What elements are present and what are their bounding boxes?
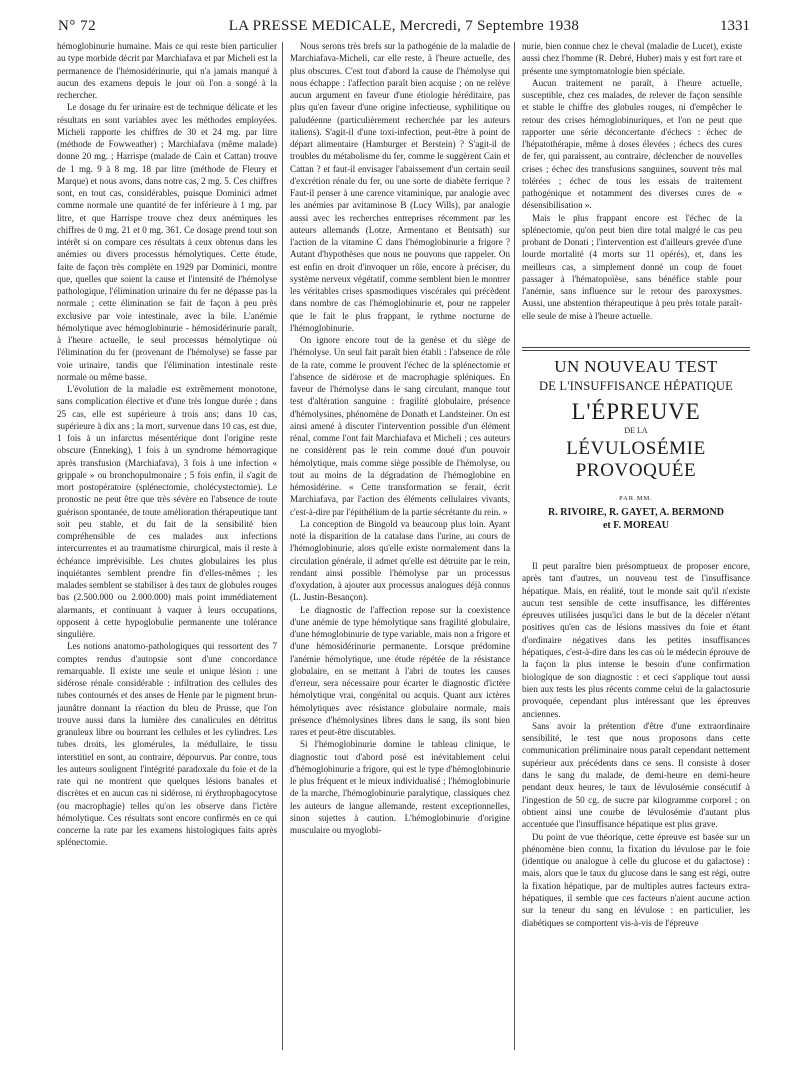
paragraph: Si l'hémoglobinurie domine le tableau clinique, le diagnostic tout d'abord posé est inévitablement celui d'hémoglobinurie a frigore, qui est le type d'hémoglobinurie le plus fréquent et le mieux individualisé ; l'hémoglobinurie de la marche, l'hémoglobinurie paralytique, classiques chez les auteurs de langue allemande, restent exceptionnelles, sinon sujettes à caution. L'hémoglobinurie d'origine musculaire ou myoglobi- [290, 739, 510, 835]
paragraph: Mais le plus frappant encore est l'échec de la splénectomie, qu'on peut bien dire total malgré le cas peu probant de Donati ; l'intervention est d'ailleurs grevée d'une lourde mortalité (4 morts sur 11 opérés), et, dans les meilleurs cas, a simplement donné un coup de fouet passager à l'hématopoïèse, sans bénéfice stable pour l'anémie, sans influence sur le retour des paroxysmes. Aussi, une abstention thérapeutique à peu près totale paraît-elle seule de mise à l'heure actuelle. [522, 212, 742, 321]
paragraph: L'évolution de la maladie est extrêmement monotone, sans complication élective et d'une très longue durée ; dans 25 cas, elle est supérieure à trois ans; dans 10 cas, supérieure à dix ans ; la mort, survenue dans 10 cas, est due, 1 fois à un infarctus mésentérique dont l'origine reste obscure (Enneking), 1 fois à un syndrome hémorragique après transfusion (Marchiafava), 3 fois à une infection « grippale » ou bronchopulmonaire ; 5 fois enfin, il s'agit de mort postopératoire (splénectomie, cholécystectomie). Le pronostic ne peut être que très sévère en l'absence de toute guérison spontanée, de toute amélioration thérapeutique tant soit peu stable, et du fait de la sensibilité bien compréhensible de ces malades aux infections intercurrentes et au traumatisme chirurgical, mais il reste à échéance imprévisible. Les chutes globulaires les plus inquiétantes semblent prendre fin d'elles-mêmes ; les malades semblent se stabiliser à des taux de globules rouges bas (2.500.000 ou 2.000.000) mais point immédiatement alarmants, et continuant à vaquer à leurs occupations, opposent à cette hypoglobulie permanente une tolérance singulière. [57, 384, 277, 639]
article-rule [522, 350, 750, 351]
article-body [522, 560, 750, 1050]
page-number: 1331 [720, 18, 750, 34]
article-byline: PAR MM. [619, 495, 653, 502]
article-authors: et F. MOREAU [602, 520, 669, 531]
column-divider [514, 42, 515, 1050]
issue-number: N° 72 [58, 18, 97, 34]
running-header [58, 18, 750, 38]
article-title-line: DE L'INSUFFISANCE HÉPATIQUE [538, 379, 733, 393]
column-divider [282, 42, 283, 1050]
paragraph: Nous serons très brefs sur la pathogénie de la maladie de Marchiafava-Micheli, car elle reste, à l'heure actuelle, des plus obscures. C'est tout d'abord la cause de l'hémolyse qui nous échappe : l'affection paraît bien acquise ; on ne relève aucun argument en faveur d'une étiologie héréditaire, pas plus qu'en faveur d'une origine infectieuse, syphilitique ou paludéenne (particulièrement recherchée par les auteurs italiens). S'agit-il d'une toxi-infection, peut-être à point de départ alimentaire (Hamburger et Berstein) ? S'agit-il de troubles du métabolisme du fer, comme le suggèrent Cain et Cattan ? et faut-il envisager l'abaissement d'un certain seuil d'excrétion rénale du fer, ou une sorte de diabète ferrique ? Faut-il penser à une carence vitaminique, par analogie avec les anémies par avitaminose B (Lucy Wills), par analogie aussi avec les recherches entreprises récemment par les auteurs allemands (Lotze, Armentano et Bentsath) sur l'action de la vitamine C dans l'hémoglobinurie a frigore ? Autant d'hypothèses que nous ne pouvons que rappeler. On est enfin en droit d'invoquer un rôle, encore à préciser, du système nerveux végétatif, comme semblent bien le montrer les véritables crises spasmodiques viscérales qui précèdent dans nombre de cas l'hémoglobinurie et, pour ne rappeler que le fait le plus frappant, le rythme nocturne de l'hémoglobinurie. [290, 41, 510, 333]
column-right-top [522, 40, 742, 340]
journal-title: LA PRESSE MEDICALE, Mercredi, 7 Septembre 1938 [228, 18, 580, 34]
paragraph: hémoglobinurie humaine. Mais ce qui reste bien particulier au type morbide décrit par Marchiafava et par Micheli est la permanence de l'hémosidérinurie, qui n'a jamais manqué à aucun des examens depuis le jour où l'on a songé à la rechercher. [57, 41, 277, 100]
paragraph: Sans avoir la prétention d'être d'une extraordinaire sensibilité, le test que nous proposons dans cette communication préliminaire nous paraît cependant nettement supérieur aux précédents dans ce sens. Il consiste à doser dans le sang du malade, de demi-heure en demi-heure pendant deux heures, le taux de lévulosémie consécutif à l'ingestion de 50 cg. de sucre par kilogramme corporel ; on obtient ainsi une courbe de lévulosémie d'autant plus accentuée que l'insuffisance hépatique est plus grave. [522, 720, 750, 830]
paragraph: On ignore encore tout de la genèse et du siège de l'hémolyse. Un seul fait paraît bien établi : l'absence de rôle de la rate, comme le prouvent l'échec de la splénectomie et l'absence de sidérose et de macrophagie spléniques. En faveur de l'hémolyse dans le sang circulant, manque tout test d'altération sanguine : fragilité globulaire, présence d'hémolysines, phénomène de Donath et Landsteiner. On est ainsi amené à discuter l'intervention possible d'un élément rénal, comme l'ont fait Marchiafava et Micheli ; ces auteurs ne considèrent pas le rein comme doué d'un pouvoir hémolytique, mais comme siège possible de l'hémolyse, ou tout au moins de la dégradation de l'hémoglobine en hémosidérine. « Cette transformation se ferait, écrit Marchiafava, par l'action des éléments cellulaires vivants, c'est-à-dire par l'épithélium de la partie sécrétante du rein. » [290, 335, 510, 517]
article-title-main: LÉVULOSÉMIE PROVOQUÉE [566, 438, 706, 481]
article-title-main: L'ÉPREUVE [571, 399, 701, 424]
article-authors: R. RIVOIRE, R. GAYET, A. BERMOND [548, 507, 724, 518]
paragraph: Les notions anatomo-pathologiques qui ressortent des 7 comptes rendus d'autopsie sont d'une concordance remarquable. Il existe une seule et unique lésion : une sidérose rénale considérable : infiltration des cellules des tubes contournés et des anses de Henle par le pigment brun-jaunâtre donnant la réaction du bleu de Prusse, que l'on trouve aussi dans la lumière des canalicules en détritus granuleux libre ou bourrant les cellules et les cylindres. Les tubes droits, les glomérules, la médullaire, le tissu interstitiel en sont, au contraire, dépourvus. Par contre, tous les auteurs soulignent l'intégrité paradoxale du foie et de la rate qui ne montrent que quelques lésions banales et discrètes et en aucun cas ni sidérose, ni érythrophagocytose (ou macrophagie) telles qu'on les observe dans l'ictère hémolytique. Ces résultats sont encore confirmés en ce qui concerne la rate par les examens histologiques faits après splénectomie. [57, 641, 277, 848]
paragraph: Le diagnostic de l'affection repose sur la coexistence d'une anémie de type hémolytique sans fragilité globulaire, d'une hémoglobinurie de type variable, mais non a frigore et d'une hémosidérinurie permanente. Lorsque prédomine l'anémie hémolytique, une étude répétée de la résistance globulaire, en se mettant à l'abri de toutes les causes d'erreur, sera nécessaire pour écarter le diagnostic d'ictère hémolytique vrai, congénital ou acquis. Quant aux ictères hémolytiques avec résistance globulaire normale, mais présence d'hémolysines libres dans le sang, ils sont bien rares et peut-être discutables. [290, 604, 510, 737]
article-rule [522, 347, 750, 348]
paragraph: Du point de vue théorique, cette épreuve est basée sur un phénomène bien connu, la fixation du lévulose par le foie (identique ou analogue à celle du glucose et du galactose) : mais, alors que le taux du glucose dans le sang est régi, outre la fixation hépatique, par de multiples autres facteurs extra-hépatiques, il semble que ces facteurs n'aient aucune action sur la teneur du sang en lévulose : en particulier, les diabétiques se comportent vis-à-vis de l'épreuve [522, 831, 750, 928]
paragraph: Le dosage du fer urinaire est de technique délicate et les résultats en sont variables avec les méthodes employées. Micheli rapporte les chiffres de 30 et 24 mg. par litre (méthode de Fowweather) ; Marchiafava (même malade) donne 20 mg. ; Harrispe (malade de Cain et Cattan) trouve de 1 mg. 9 à 8 mg. 18 par litre (méthode de Fleury et Marque) et nous avons, dans notre cas, 2 mg. 5. Ces chiffres sont, en tout cas, considérables, puisque Dominici admet comme normale une quantité de fer inférieure à 1 mg. par litre, et que Harrispe trouve chez deux anémiques les chiffres de 0 mg. 21 et 0 mg. 361. Ce dosage prend tout son intérêt si on compare ces résultats à ceux obtenus dans les anémies ou divers processus hémolytiques. Cette étude, faite de façon très complète en 1929 par Dominici, montre que, quelles que soient la cause et l'intensité de l'hémolyse pathologique, l'élimination urinaire du fer ne dépasse pas la normale ; cette élimination se fait de façon à peu près exclusive par voie intestinale, avec la bile. L'anémie hémolytique avec hémoglobinurie - hémosidérinurie paraît, à l'heure actuelle, le seul processus hémolytique où l'élimination du fer (provenant de l'hémolyse) se fasse par voie urinaire, tandis que l'élimination intestinale reste normale ou même basse. [57, 102, 277, 382]
paragraph: Il peut paraître bien présomptueux de proposer encore, après tant d'autres, un nouveau test de l'insuffisance hépatique. Mais, en réalité, tout le monde sait qu'il n'existe aucun test sensible de cette insuffisance, les différentes épreuves utilisées jusqu'ici dans le but de la déceler n'étant positives qu'en cas de lésions massives du foie et étant d'ordinaire négatives dans les petites insuffisances hépatiques, c'est-à-dire dans les cas où le médecin éprouve de la façon la plus intense le besoin d'une confirmation biologique de son diagnostic : et ceci s'applique tout aussi bien aux tests les plus récents comme celui de la galactosurie provoquée, cependant plus intéressant que les épreuves anciennes. [522, 561, 750, 719]
column-left [57, 40, 277, 1065]
paragraph: La conception de Bingold va beaucoup plus loin. Ayant noté la disparition de la catalase dans l'urine, au cours de l'hémoglobinurie, alors qu'elle existe normalement dans la circulation générale, il admet qu'elle est détruite par le rein, rendant ainsi possible l'hémolyse par un processus d'oxydation, à ajouter aux processus analogues déjà connus (L. Justin-Besançon). [290, 518, 510, 603]
column-middle [290, 40, 510, 1065]
paragraph: nurie, bien connue chez le cheval (maladie de Lucet), existe aussi chez l'homme (R. Debré, Huber) mais y est fort rare et présente une symptomatologie bien spéciale. [522, 41, 742, 76]
article-title-line: UN NOUVEAU TEST [554, 357, 718, 376]
article-title-line: DE LA [624, 426, 648, 435]
paragraph: Aucun traitement ne paraît, à l'heure actuelle, susceptible, chez ces malades, de relever de façon sensible et stable le chiffre des globules rouges, ni d'empêcher le retour des crises hémoglobinuriques, et l'on ne peut que rapporter une série déconcertante d'échecs : échec de l'hépatothérapie, même à doses élevées ; échecs des cures de fer, qui paraissent, au contraire, déclencher de nouvelles crises ; échec des transfusions sanguines, souvent très mal tolérées ; échec de tous les essais de traitement pathogénique et notamment des diverses cures de « désensibilisation ». [522, 77, 742, 211]
